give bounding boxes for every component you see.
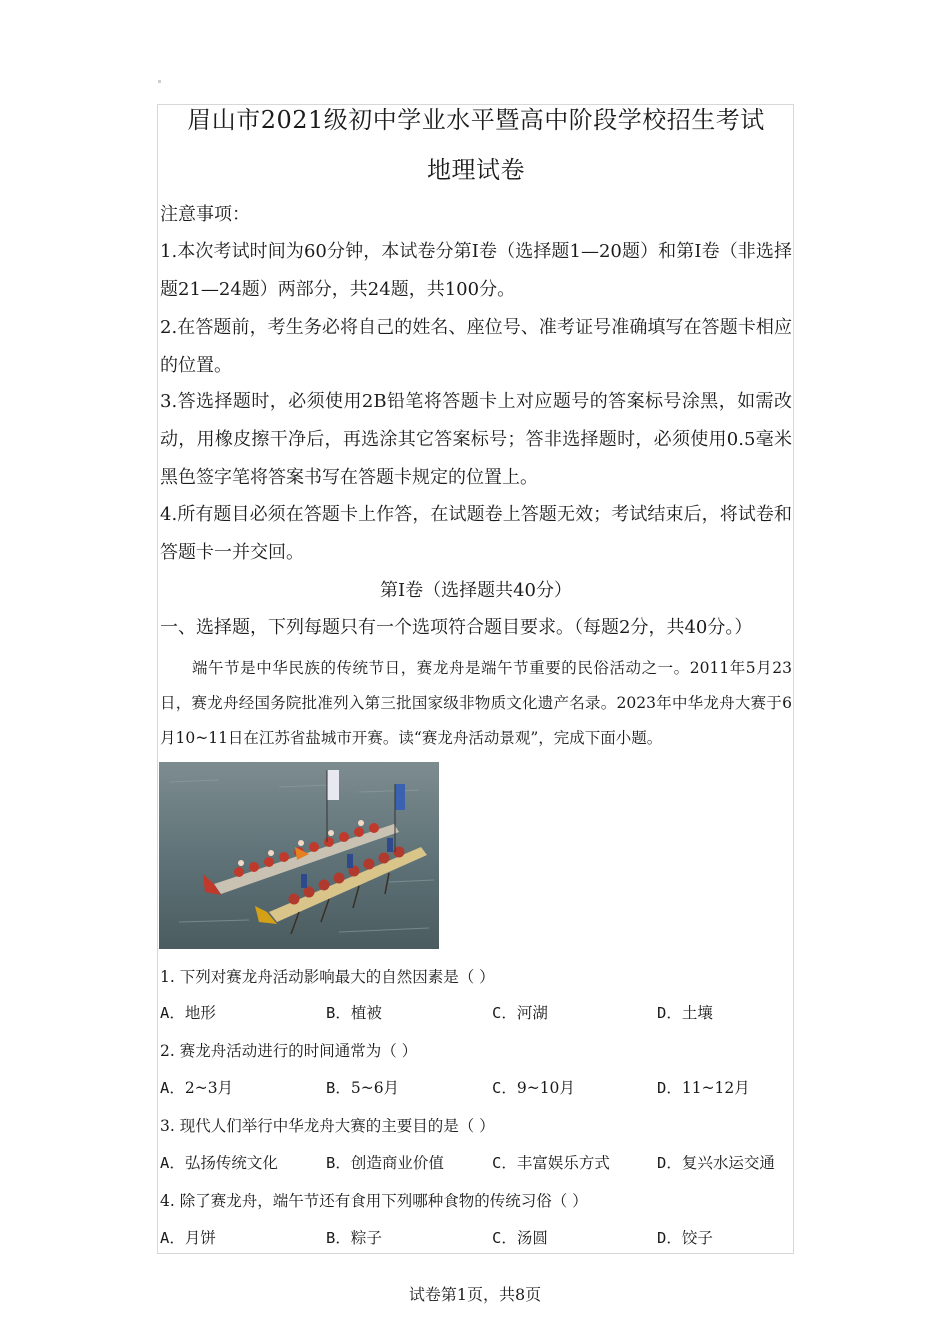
question-1-option-c: C．河湖	[492, 1004, 548, 1022]
part1-heading: 第Ⅰ卷（选择题共40分）	[379, 580, 572, 601]
question-4-option-a: A．月饼	[160, 1229, 216, 1247]
question-2-stem: 2. 赛龙舟活动进行的时间通常为（ ）	[160, 1042, 418, 1060]
question-2-options	[160, 1076, 800, 1100]
question-3-option-a: A．弘扬传统文化	[160, 1154, 278, 1172]
question-1-options	[160, 1001, 800, 1025]
frame-left-line	[157, 104, 158, 1254]
question-2-option-b: B．5~6月	[326, 1079, 400, 1097]
question-3-option-c: C．丰富娱乐方式	[492, 1154, 610, 1172]
exam-subtitle: 地理试卷	[427, 156, 525, 184]
question-3-options	[160, 1151, 800, 1175]
reading-passage: 端午节是中华民族的传统节日，赛龙舟是端午节重要的民俗活动之一。2011年5月23日，赛龙舟经国务院批准列入第三批国家级非物质文化遗产名录。2023年中华龙舟大赛于6月10~11日在江苏省盐城市开赛。读“赛龙舟活动景观”，完成下面小题。	[160, 659, 792, 747]
question-2-option-d: D．11~12月	[657, 1079, 750, 1097]
dragon-boat-photo	[159, 762, 439, 949]
notice-item-1: 1.本次考试时间为60分钟，本试卷分第Ⅰ卷（选择题1—20题）和第Ⅰ卷（非选择题21—24题）两部分，共24题，共100分。	[160, 241, 792, 300]
question-3-option-b: B．创造商业价值	[326, 1154, 444, 1172]
question-3-stem: 3. 现代人们举行中华龙舟大赛的主要目的是（ ）	[160, 1117, 495, 1135]
question-4-option-d: D．饺子	[657, 1229, 713, 1247]
question-3-option-d: D．复兴水运交通	[657, 1154, 775, 1172]
notice-item-3: 3.答选择题时，必须使用2B铅笔将答题卡上对应题号的答案标号涂黑，如需改动，用橡皮擦干净后，再选涂其它答案标号；答非选择题时，必须使用0.5毫米黑色签字笔将答案书写在答题卡规定的位置上。	[160, 391, 792, 488]
question-4-option-b: B．粽子	[326, 1229, 382, 1247]
part1-instruction: 一、选择题，下列每题只有一个选项符合题目要求。（每题2分，共40分。）	[160, 617, 753, 638]
question-1-option-d: D．土壤	[657, 1004, 713, 1022]
question-4-stem: 4. 除了赛龙舟，端午节还有食用下列哪种食物的传统习俗（ ）	[160, 1192, 588, 1210]
question-1-option-a: A．地形	[160, 1004, 216, 1022]
question-1-option-b: B．植被	[326, 1004, 382, 1022]
notice-heading: 注意事项：	[160, 204, 250, 225]
scan-dot	[158, 80, 161, 83]
question-4-option-c: C．汤圆	[492, 1229, 548, 1247]
page-footer: 试卷第1页，共8页	[408, 1285, 542, 1304]
question-1-stem: 1. 下列对赛龙舟活动影响最大的自然因素是（ ）	[160, 968, 495, 986]
notice-item-2: 2.在答题前，考生务必将自己的姓名、座位号、准考证号准确填写在答题卡相应的位置。	[160, 317, 792, 376]
frame-bottom-line	[157, 1253, 794, 1254]
question-2-option-a: A．2~3月	[160, 1079, 234, 1097]
notice-item-4: 4.所有题目必须在答题卡上作答，在试题卷上答题无效；考试结束后，将试卷和答题卡一并交回。	[160, 504, 792, 563]
question-4-options	[160, 1226, 800, 1250]
exam-title: 眉山市2021级初中学业水平暨高中阶段学校招生考试	[187, 106, 765, 134]
question-2-option-c: C．9~10月	[492, 1079, 575, 1097]
